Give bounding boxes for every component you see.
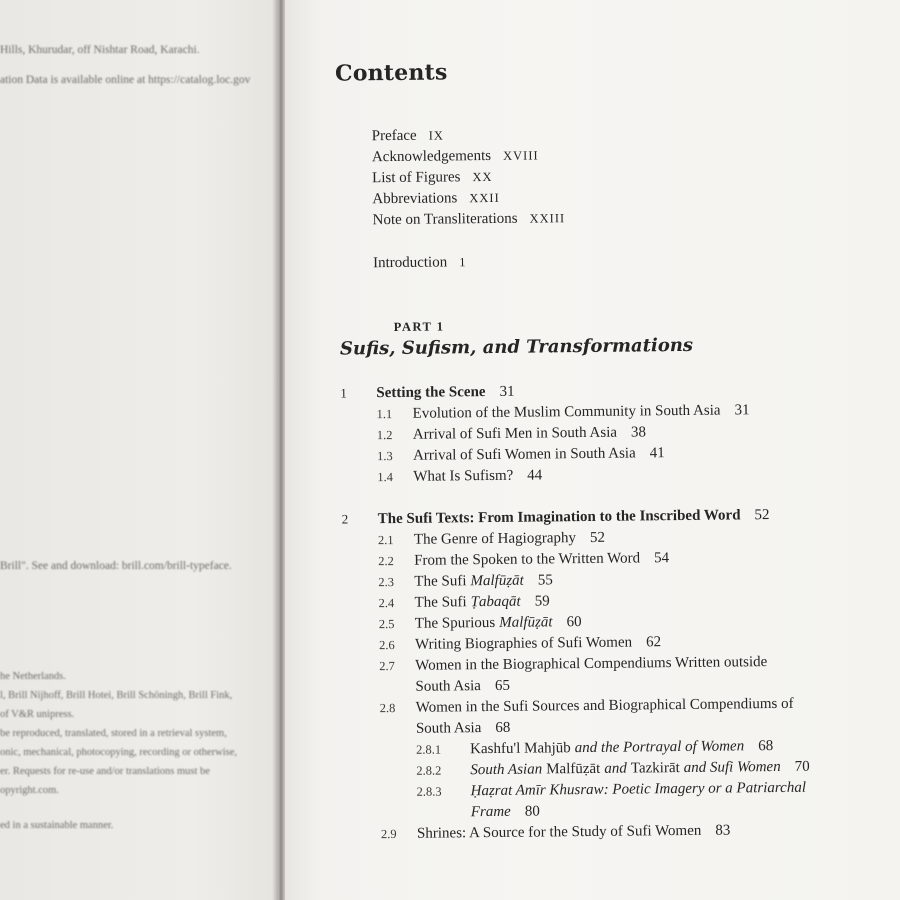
section-number: 1.3 bbox=[376, 449, 393, 464]
entry-page: 1 bbox=[459, 255, 467, 270]
section-title: Arrival of Sufi Men in South Asia bbox=[412, 424, 618, 443]
section-page: 54 bbox=[654, 550, 670, 567]
section-page: 68 bbox=[495, 719, 511, 736]
section-title: From the Spoken to the Written Word bbox=[414, 550, 641, 569]
section-entry bbox=[377, 466, 542, 486]
section-page: 52 bbox=[589, 529, 606, 546]
chapter-number: 1 bbox=[340, 385, 347, 401]
section-entry-continued bbox=[416, 719, 511, 738]
section-title: What Is Sufism? bbox=[413, 467, 514, 485]
section-title-italic: Malfūẓāt bbox=[499, 614, 553, 631]
toc-entry bbox=[372, 127, 444, 145]
entry-title: Acknowledgements bbox=[371, 147, 492, 166]
section-number: 2.3 bbox=[378, 575, 395, 590]
part-label: PART 1 bbox=[393, 319, 445, 334]
toc-entry bbox=[372, 210, 565, 229]
section-page: 55 bbox=[537, 572, 553, 589]
subsection-entry bbox=[416, 737, 773, 759]
subsection-title: Kashfu'l Mahjūb bbox=[470, 740, 571, 758]
section-entry bbox=[379, 633, 661, 654]
section-page: 59 bbox=[534, 593, 550, 610]
subsection-entry-continued bbox=[471, 802, 540, 821]
section-page: 38 bbox=[630, 424, 647, 441]
section-page: 44 bbox=[527, 467, 543, 484]
toc-entry bbox=[372, 190, 500, 208]
chapter-entry bbox=[340, 383, 514, 403]
section-page: 31 bbox=[734, 402, 750, 419]
section-title: South Asia bbox=[415, 678, 481, 695]
subsection-title-italic: South Asian bbox=[470, 761, 543, 779]
entry-title: Introduction bbox=[372, 254, 448, 272]
subsection-title-italic: and bbox=[604, 760, 627, 777]
section-page: 62 bbox=[645, 634, 662, 651]
subsection-number: 2.8.1 bbox=[416, 742, 442, 757]
section-number: 2.1 bbox=[377, 533, 394, 548]
section-title: Shrines: A Source for the Study of Sufi Women bbox=[416, 822, 702, 842]
section-number: 1.2 bbox=[376, 428, 393, 443]
section-number: 2.5 bbox=[378, 617, 395, 632]
section-number: 1.4 bbox=[377, 470, 393, 485]
toc-entry-introduction bbox=[373, 254, 467, 272]
subsection-title: Malfūẓāt bbox=[546, 760, 601, 778]
section-page: 65 bbox=[494, 677, 510, 694]
section-number: 2.4 bbox=[378, 596, 395, 611]
section-entry bbox=[378, 549, 669, 570]
entry-title: Abbreviations bbox=[372, 190, 458, 208]
entry-title: Note on Transliterations bbox=[372, 210, 518, 229]
left-line: of V&R unipress. bbox=[0, 709, 75, 720]
chapter-number: 2 bbox=[341, 511, 349, 527]
section-title-italic: Malfūẓāt bbox=[470, 572, 524, 590]
section-title-italic: Ṭabaqāt bbox=[470, 593, 521, 611]
left-page bbox=[0, 0, 278, 900]
entry-page: XX bbox=[472, 169, 493, 185]
chapter-entry bbox=[342, 506, 770, 528]
left-line: er. Requests for re-use and/or translations must be bbox=[0, 766, 210, 777]
entry-title: List of Figures bbox=[372, 169, 461, 187]
section-entry bbox=[379, 613, 582, 633]
subsection-title-italic: Ḥaẓrat Amīr Khusraw: Poetic Imagery or a Patriarchal bbox=[470, 779, 807, 800]
section-title-prefix: The Spurious bbox=[414, 614, 496, 632]
entry-page: XXII bbox=[469, 190, 500, 206]
toc-entry bbox=[372, 169, 493, 187]
section-title-prefix: The Sufi bbox=[414, 573, 467, 590]
subsection-title-italic: Frame bbox=[470, 803, 511, 821]
section-number: 2.8 bbox=[379, 701, 396, 716]
section-page: 83 bbox=[715, 822, 731, 839]
right-page bbox=[285, 0, 900, 900]
section-page: 41 bbox=[649, 445, 665, 462]
chapter-page: 52 bbox=[754, 507, 770, 524]
subsection-number: 2.8.2 bbox=[416, 763, 442, 778]
table-of-contents bbox=[280, 0, 900, 900]
subsection-title-italic: and the Portrayal of Women bbox=[574, 738, 745, 757]
entry-page: XVIII bbox=[502, 148, 539, 163]
section-title: South Asia bbox=[415, 720, 482, 737]
left-line: ed in a sustainable manner. bbox=[0, 820, 114, 831]
chapter-page: 31 bbox=[499, 383, 515, 400]
left-page-text bbox=[0, 0, 278, 900]
subsection-page: 70 bbox=[794, 758, 810, 775]
section-entry bbox=[378, 529, 605, 549]
left-line: Brill". See and download: brill.com/brill-typeface. bbox=[0, 560, 232, 572]
subsection-title: Tazkirāt bbox=[630, 760, 680, 777]
section-title: Arrival of Sufi Women in South Asia bbox=[412, 445, 636, 464]
subsection-title-italic: and Sufi Women bbox=[683, 758, 781, 776]
section-number: 2.9 bbox=[380, 826, 397, 842]
left-line: be reproduced, translated, stored in a retrieval system, bbox=[0, 728, 227, 739]
section-number: 1.1 bbox=[376, 407, 393, 422]
section-entry bbox=[378, 592, 549, 612]
left-line: opyright.com. bbox=[0, 785, 59, 796]
chapter-title: Setting the Scene bbox=[376, 384, 486, 402]
section-entry bbox=[380, 695, 794, 717]
section-entry bbox=[377, 423, 646, 444]
section-title: The Genre of Hagiography bbox=[413, 530, 577, 548]
subsection-entry bbox=[416, 758, 810, 780]
section-page: 60 bbox=[566, 614, 582, 631]
chapter-title: The Sufi Texts: From Imagination to the Inscribed Word bbox=[377, 507, 741, 528]
left-line: Hills, Khurudar, off Nishtar Road, Karachi. bbox=[0, 44, 200, 56]
left-line: he Netherlands. bbox=[0, 671, 66, 682]
section-entry bbox=[378, 571, 553, 591]
left-line: ation Data is available online at https://catalog.loc.gov bbox=[0, 74, 251, 86]
section-entry bbox=[377, 444, 665, 465]
section-number: 2.7 bbox=[379, 659, 395, 674]
subsection-page: 68 bbox=[758, 738, 774, 755]
subsection-entry bbox=[416, 779, 806, 801]
entry-title: Preface bbox=[371, 127, 417, 145]
section-number: 2.2 bbox=[378, 554, 394, 569]
section-entry bbox=[377, 401, 750, 423]
section-title: Women in the Biographical Compendiums Written outside bbox=[415, 654, 768, 674]
section-title-prefix: The Sufi bbox=[414, 594, 467, 611]
section-entry bbox=[381, 821, 731, 843]
toc-entry bbox=[372, 147, 539, 166]
section-title: Writing Biographies of Sufi Women bbox=[414, 634, 633, 653]
subsection-page: 80 bbox=[524, 803, 540, 820]
subsection-number: 2.8.3 bbox=[416, 784, 442, 799]
part-title: Sufis, Sufism, and Transformations bbox=[339, 334, 694, 360]
section-title: Women in the Sufi Sources and Biographical Compendiums of bbox=[415, 695, 794, 716]
section-number: 2.6 bbox=[378, 638, 395, 653]
entry-page: IX bbox=[428, 128, 444, 143]
entry-page: XXIII bbox=[529, 211, 566, 226]
left-line: l, Brill Nijhoff, Brill Hotei, Brill Schöningh, Brill Fink, bbox=[0, 690, 233, 701]
section-title: Evolution of the Muslim Community in South Asia bbox=[412, 402, 721, 422]
section-entry bbox=[379, 653, 767, 675]
section-entry-continued bbox=[415, 677, 510, 696]
left-line: onic, mechanical, photocopying, recording or otherwise, bbox=[0, 747, 238, 758]
contents-title: Contents bbox=[334, 59, 448, 87]
